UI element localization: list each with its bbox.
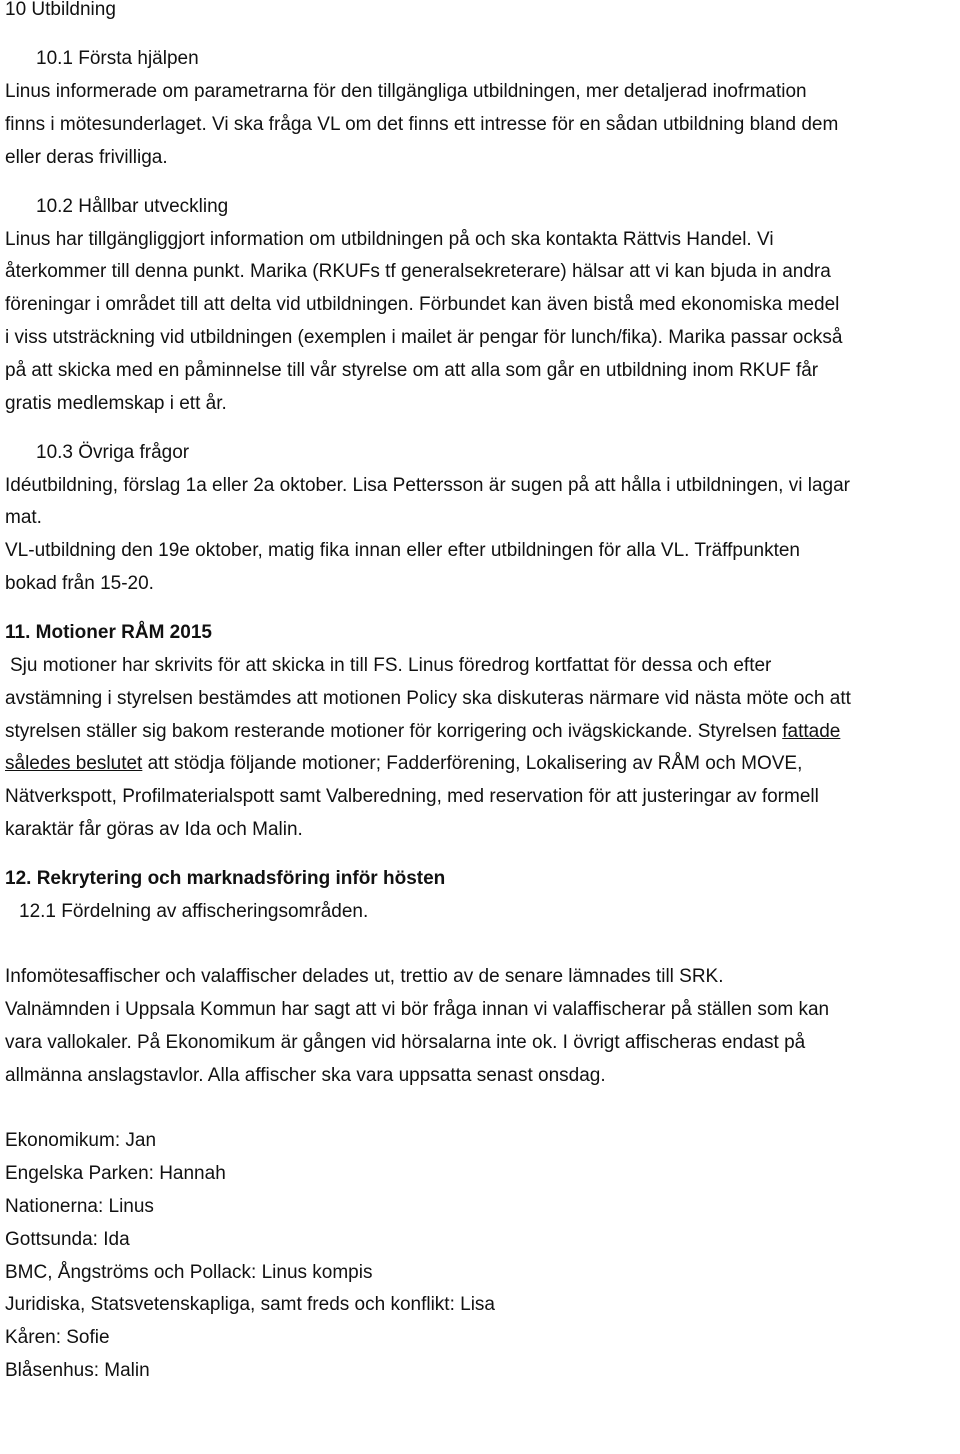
paragraph-line: Valnämnden i Uppsala Kommun har sagt att vi bör fråga innan vi valaffischerar på ställen som kan bbox=[5, 999, 830, 1021]
paragraph-line: Sju motioner har skrivits för att skicka in till FS. Linus föredrog kortfattat för dessa och efter bbox=[10, 654, 772, 676]
document-page bbox=[5, 0, 957, 1388]
paragraph-line bbox=[5, 748, 957, 781]
section-heading-motioner: 11. Motioner RÅM 2015 bbox=[5, 622, 212, 644]
spacer bbox=[5, 27, 957, 43]
spacer bbox=[5, 601, 957, 617]
paragraph-line: på att skicka med en påminnelse till vår styrelse om att alla som går en utbildning inom RKUF får bbox=[5, 359, 819, 381]
subheading-ovriga-fragor: 10.3 Övriga frågor bbox=[36, 441, 190, 463]
paragraph-line: allmänna anslagstavlor. Alla affischer ska vara uppsatta senast onsdag. bbox=[5, 1064, 606, 1086]
paragraph-line: finns i mötesunderlaget. Vi ska fråga VL om det finns ett intresse för en sådan utbildning bland dem bbox=[5, 113, 839, 135]
paragraph-line: Linus har tillgängliggjort information om utbildningen på och ska kontakta Rättvis Handel. Vi bbox=[5, 228, 774, 250]
paragraph-line: bokad från 15-20. bbox=[5, 572, 154, 594]
paragraph-line: Linus informerade om parametrarna för den tillgängliga utbildningen, mer detaljerad inofrmation bbox=[5, 80, 807, 102]
paragraph-text: att stödja följande motioner; Fadderförening, Lokalisering av RÅM och MOVE, bbox=[142, 753, 803, 775]
subheading-affischering: 12.1 Fördelning av affischeringsområden. bbox=[19, 900, 369, 922]
assignment-list bbox=[5, 1125, 957, 1387]
paragraph-text: styrelsen ställer sig bakom resterande motioner för korrigering och ivägskickande. Styrelsen bbox=[5, 720, 783, 742]
assignment-item: Ekonomikum: Jan bbox=[5, 1130, 157, 1152]
assignment-item: Nationerna: Linus bbox=[5, 1196, 154, 1218]
paragraph-line: Idéutbildning, förslag 1a eller 2a oktober. Lisa Pettersson är sugen på att hålla i utbildningen, vi lagar bbox=[5, 474, 850, 496]
paragraph-line: gratis medlemskap i ett år. bbox=[5, 392, 227, 414]
assignment-item: Engelska Parken: Hannah bbox=[5, 1163, 226, 1185]
paragraph-line: VL-utbildning den 19e oktober, matig fika innan eller efter utbildningen för alla VL. Träffpunkten bbox=[5, 540, 801, 562]
spacer bbox=[5, 1093, 957, 1109]
assignment-item: Gottsunda: Ida bbox=[5, 1228, 130, 1250]
section-heading-utbildning: 10 Utbildning bbox=[5, 0, 116, 20]
paragraph-line: karaktär får göras av Ida och Malin. bbox=[5, 818, 303, 840]
paragraph-line: avstämning i styrelsen bestämdes att motionen Policy ska diskuteras närmare vid nästa möte och att bbox=[5, 687, 851, 709]
spacer bbox=[5, 420, 957, 436]
assignment-item: Blåsenhus: Malin bbox=[5, 1360, 150, 1381]
subheading-forsta-hjalpen: 10.1 Första hjälpen bbox=[36, 48, 199, 70]
underlined-text: således beslutet bbox=[5, 753, 143, 775]
spacer bbox=[5, 174, 957, 190]
paragraph-line: föreningar i området till att delta vid utbildningen. Förbundet kan även bistå med ekonomiska medel bbox=[5, 294, 840, 316]
spacer bbox=[5, 945, 957, 961]
paragraph-line: mat. bbox=[5, 507, 42, 529]
spacer bbox=[5, 847, 957, 863]
paragraph-line: eller deras frivilliga. bbox=[5, 146, 168, 168]
paragraph-line bbox=[5, 716, 957, 749]
assignment-item: Kåren: Sofie bbox=[5, 1327, 110, 1349]
assignment-item: BMC, Ångströms och Pollack: Linus kompis bbox=[5, 1261, 373, 1283]
spacer bbox=[5, 929, 957, 945]
section-heading-rekrytering: 12. Rekrytering och marknadsföring inför hösten bbox=[5, 868, 446, 890]
underlined-text: fattade bbox=[782, 720, 841, 742]
paragraph-line: Nätverkspott, Profilmaterialspott samt Valberedning, med reservation för att justeringar av formell bbox=[5, 786, 819, 808]
assignment-item: Juridiska, Statsvetenskapliga, samt freds och konflikt: Lisa bbox=[5, 1294, 496, 1316]
paragraph-line: återkommer till denna punkt. Marika (RKUFs tf generalsekreterare) hälsar att vi kan bjuda in andra bbox=[5, 261, 831, 283]
spacer bbox=[5, 1109, 957, 1125]
paragraph-line: i viss utsträckning vid utbildningen (exemplen i mailet är pengar för lunch/fika). Marika passar också bbox=[5, 326, 843, 348]
subheading-hallbar-utveckling: 10.2 Hållbar utveckling bbox=[36, 195, 229, 217]
paragraph-line: vara vallokaler. På Ekonomikum är gången vid hörsalarna inte ok. I övrigt affischeras endast på bbox=[5, 1032, 806, 1054]
paragraph-line: Infomötesaffischer och valaffischer delades ut, trettio av de senare lämnades till SRK. bbox=[5, 966, 724, 988]
